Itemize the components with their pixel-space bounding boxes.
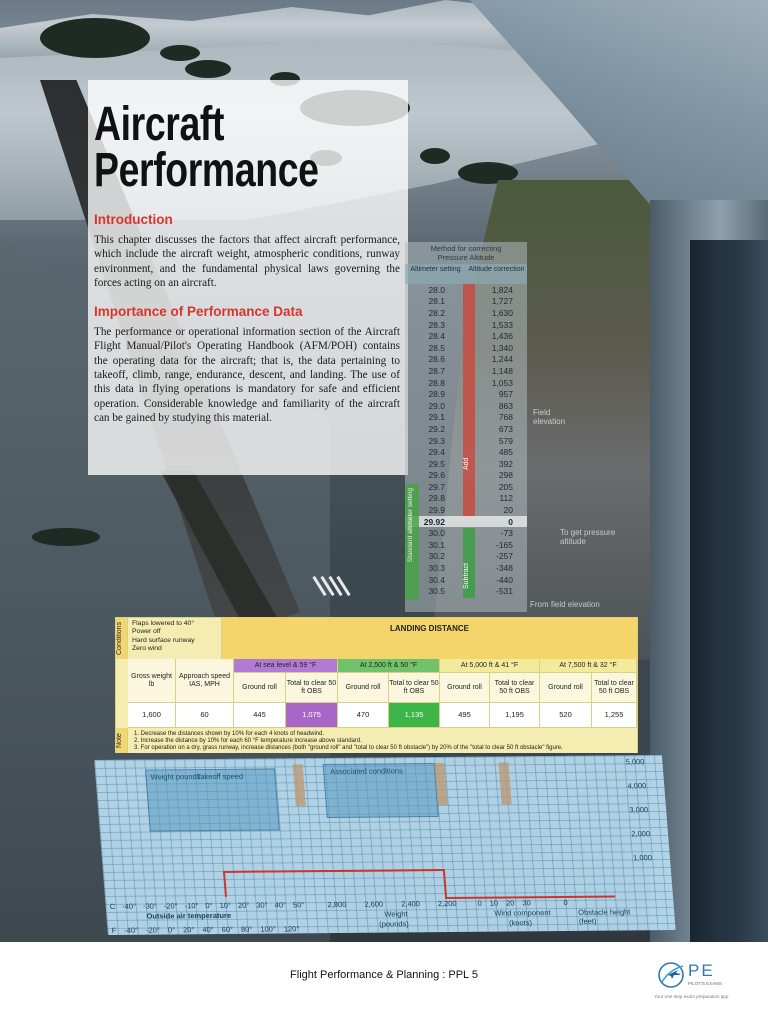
wind-unit: (knots) <box>508 918 533 928</box>
axis-tick-label: 40° <box>274 900 287 910</box>
altimeter-col-correction: Altitude correction <box>468 266 525 273</box>
altitude-correction-cell: 0 <box>508 516 513 527</box>
altimeter-setting-cell: 29.7 <box>428 481 445 492</box>
altimeter-setting-cell: 28.8 <box>428 377 445 388</box>
axis-tick-label: -40° <box>123 925 139 935</box>
reference-line-bar <box>434 763 447 805</box>
altitude-correction-cell: 768 <box>498 412 513 423</box>
axis-tick-label: 100° <box>260 924 277 934</box>
altimeter-setting-cell: 30.3 <box>428 563 445 574</box>
axis-tick-label: 60° <box>221 924 234 935</box>
notes-side-label: Note <box>116 733 123 748</box>
altitude-sea-level: At sea level & 59 °F <box>234 659 338 673</box>
altitude-correction-cell: 579 <box>498 435 513 446</box>
altitude-correction-cell: -440 <box>495 574 513 585</box>
altitude-correction-cell: 298 <box>498 470 513 481</box>
fuselage-window <box>690 240 768 942</box>
altitude-correction-cell: 485 <box>498 447 513 458</box>
approach-speed-header: Approach speed IAS, MPH <box>176 659 234 703</box>
importance-body: The performance or operational information section of the Aircraft Flight Manual/Pilot's Operating Handbook (AFM/POH) contains the operating data for the aircraft; that is, the data pertaining to takeoff, climb, range, endurance, descent, and landing. The use of this data in flying operations is mandatory for safe and efficient operation. Considerable knowledge and familiarity of the aircraft can be gained by studying this material. <box>94 326 400 424</box>
altimeter-rows <box>405 284 527 597</box>
axis-tick-label: 2,200 <box>437 898 458 909</box>
pilots-exams-logo <box>652 958 756 1004</box>
standard-setting-label: Standard altimeter setting <box>407 488 414 563</box>
altitude-correction-cell: 112 <box>499 493 513 504</box>
axis-tick-label: 20° <box>182 925 195 935</box>
landing-value: 1,195 <box>490 703 540 728</box>
axis-tick-label: 20 <box>505 898 515 908</box>
example-path <box>223 871 227 897</box>
altitude-correction-cell: 1,053 <box>491 377 513 388</box>
altimeter-setting-cell: 28.2 <box>428 307 445 318</box>
fahrenheit-ticks <box>111 924 307 935</box>
total-clear-header: Total to clear 50 ft OBS <box>286 673 338 703</box>
subheader-row <box>234 673 637 703</box>
altimeter-setting-cell: 28.0 <box>428 284 445 295</box>
altimeter-setting-cell: 29.2 <box>428 423 445 434</box>
altimeter-setting-cell: 29.8 <box>428 493 445 504</box>
ground-roll-header: Ground roll <box>540 673 592 703</box>
altimeter-setting-cell: 28.1 <box>428 296 445 307</box>
total-clear-header: Total to clear 50 ft OBS <box>592 673 637 703</box>
landing-note: 1. Decrease the distances shown by 10% for each 4 knots of headwind. <box>134 731 325 737</box>
altimeter-correction-table <box>405 242 527 612</box>
standard-setting-marker <box>405 484 419 600</box>
altitude-correction-cell: 957 <box>498 389 513 400</box>
axis-tick-label: C <box>109 901 116 911</box>
weight-label: Weight <box>384 909 408 919</box>
landing-notes <box>128 728 637 753</box>
axis-tick-label: F <box>111 925 117 935</box>
axis-tick-label: 50° <box>292 900 305 910</box>
importance-heading: Importance of Performance Data <box>94 304 303 320</box>
altitude-correction-cell: 1,244 <box>491 354 513 365</box>
altimeter-table-caption <box>405 242 527 264</box>
axis-tick-label: 0° <box>205 901 214 911</box>
altimeter-col-setting: Altimeter setting <box>410 266 461 273</box>
axis-tick-label: 40° <box>202 925 215 935</box>
altimeter-setting-cell: 28.4 <box>428 331 445 342</box>
field-elevation-note: Field elevation <box>533 408 566 426</box>
altitude-correction-cell: 1,824 <box>491 284 513 295</box>
axis-tick-label: 30° <box>255 900 269 910</box>
altimeter-setting-cell: 29.92 <box>423 516 445 527</box>
landing-value: 445 <box>234 703 286 728</box>
landing-distance-table <box>115 617 638 753</box>
axis-tick-label: 80° <box>240 924 253 934</box>
altitude-7500: At 7,500 ft & 32 °F <box>540 659 637 673</box>
island <box>40 18 150 58</box>
landing-distance-title: LANDING DISTANCE <box>222 618 637 659</box>
altimeter-setting-cell: 30.0 <box>428 528 445 539</box>
total-clear-header: Total to clear 50 ft OBS <box>389 673 440 703</box>
gross-weight-header: Gross weight lb <box>128 659 176 703</box>
oat-label: Outside air temperature <box>146 910 232 921</box>
altitude-correction-cell: 1,436 <box>491 331 513 342</box>
altimeter-setting-cell: 30.4 <box>428 574 445 585</box>
reference-line-bar <box>498 762 511 804</box>
landing-value: 520 <box>540 703 592 728</box>
weight-ticks <box>327 899 475 909</box>
takeoff-speed-title: Takeoff speed <box>196 771 244 782</box>
gross-weight-value: 1,600 <box>128 703 176 728</box>
altimeter-setting-cell: 30.2 <box>428 551 445 562</box>
rock <box>32 528 100 546</box>
logo-brand: PILOT'S EXAMS <box>688 981 722 986</box>
axis-tick-label: 2,800 <box>327 899 347 910</box>
axis-tick-label: -10° <box>184 901 199 911</box>
altimeter-caption-line1: Method for correcting <box>430 244 502 253</box>
condition-item: Zero wind <box>132 644 162 652</box>
page-footer: Flight Performance & Planning : PPL 5 <box>290 969 478 981</box>
ground-roll-header: Ground roll <box>234 673 286 703</box>
obstacle-tick: 0 <box>563 897 568 908</box>
axis-tick-label: 2,600 <box>364 899 384 909</box>
axis-tick-label: 120° <box>283 924 300 934</box>
altitude-correction-cell: 1,533 <box>491 319 513 330</box>
condition-item: Flaps lowered to 40° <box>132 620 195 627</box>
landing-value: 470 <box>338 703 389 728</box>
notes-side-tab <box>116 728 128 753</box>
associated-conditions-box <box>323 763 439 818</box>
altimeter-setting-cell: 28.9 <box>428 389 445 400</box>
altimeter-setting-cell: 30.5 <box>428 586 445 597</box>
landing-value: 1,135 <box>389 703 440 728</box>
axis-tick-label: -20° <box>145 925 161 935</box>
altitude-correction-cell: -165 <box>495 539 513 550</box>
axis-tick-label: -30° <box>142 901 158 911</box>
axis-tick-label: 5,000 <box>625 757 645 767</box>
condition-item: Hard surface runway <box>132 636 195 644</box>
landing-values-row <box>128 703 637 728</box>
island <box>185 60 231 78</box>
axis-tick-label: 0 <box>477 898 483 908</box>
axis-tick-label: -40° <box>121 901 137 911</box>
intro-panel <box>88 80 408 475</box>
axis-tick-label: 10 <box>489 898 499 908</box>
approach-speed-value: 60 <box>176 703 234 728</box>
altitude-correction-cell: 20 <box>503 505 513 516</box>
axis-tick-label: 4,000 <box>627 781 647 791</box>
altitude-correction-cell: 863 <box>498 400 513 411</box>
altitude-correction-cell: 1,630 <box>491 307 513 318</box>
altitude-2500: At 2,500 ft & 50 °F <box>338 659 440 673</box>
weight-box-title: Weight pounds <box>150 772 201 782</box>
reference-line-bar <box>293 764 306 806</box>
altimeter-setting-cell: 29.4 <box>428 447 445 458</box>
altimeter-setting-cell: 29.6 <box>428 470 445 481</box>
logo-letters: PE <box>688 961 715 980</box>
plane-globe-icon <box>656 960 686 990</box>
altimeter-setting-cell: 29.0 <box>428 400 445 411</box>
from-field-note: From field elevation <box>530 600 600 609</box>
pressure-altitude-note: To get pressure altitude <box>560 528 616 546</box>
oat-ticks <box>109 900 311 911</box>
island <box>420 148 450 164</box>
altitude-correction-cell: 1,727 <box>491 296 513 307</box>
landing-value: 1,075 <box>286 703 338 728</box>
altitude-correction-cell: -348 <box>495 563 513 574</box>
altitude-correction-cell: 673 <box>498 423 513 434</box>
landing-conditions <box>128 618 222 659</box>
altitude-correction-cell: 1,148 <box>491 365 513 376</box>
ground-roll-header: Ground roll <box>338 673 389 703</box>
wind-label: Wind component <box>493 908 551 918</box>
altimeter-setting-cell: 29.1 <box>428 412 445 423</box>
chapter-title-line2: Performance <box>94 144 319 197</box>
axis-tick-label: 2,400 <box>400 899 421 909</box>
weight-unit: (pounds) <box>378 919 410 929</box>
altimeter-setting-cell: 29.5 <box>428 458 445 469</box>
axis-tick-label: 20° <box>237 900 250 910</box>
altitude-5000: At 5,000 ft & 41 °F <box>440 659 540 673</box>
altimeter-row <box>405 516 527 528</box>
axis-tick-label: 2,000 <box>630 829 651 839</box>
axis-tick-label: 10° <box>219 900 232 911</box>
altimeter-caption-line2: Pressure Altitude <box>437 253 495 262</box>
altimeter-table-header <box>405 264 527 284</box>
altitude-correction-cell: -257 <box>495 551 513 562</box>
example-path <box>223 869 443 873</box>
weight-speed-box <box>145 768 280 831</box>
subtract-label: Subtract <box>463 562 470 590</box>
example-path <box>443 869 447 899</box>
axis-tick-label: 3,000 <box>629 805 649 815</box>
wind-ticks <box>477 898 539 908</box>
conditions-title: Associated conditions <box>329 766 403 776</box>
altimeter-setting-cell: 28.7 <box>428 365 445 376</box>
takeoff-performance-chart <box>94 755 675 935</box>
axis-tick-label: -20° <box>163 901 179 911</box>
chapter-title-line1: Aircraft <box>94 98 225 151</box>
altitude-correction-cell: 392 <box>498 458 513 469</box>
altitude-correction-cell: 1,340 <box>491 342 513 353</box>
right-axis-ticks <box>594 757 653 877</box>
landing-note: 3. For operation on a dry, grass runway, increase distances (both "ground roll" and "total to clear 50 ft obstacle") by 20% of the "total to clear 50 ft obstacle" figure. <box>134 744 563 751</box>
altimeter-setting-cell: 30.1 <box>428 539 445 550</box>
obstacle-label: Obstacle height (feet) <box>577 907 631 926</box>
altimeter-setting-cell: 28.3 <box>428 319 445 330</box>
introduction-body: This chapter discusses the factors that affect aircraft performance, which include the aircraft weight, atmospheric conditions, runway environment, and the fundamental physical laws governing the forces acting on an aircraft. <box>94 234 400 289</box>
condition-item: Power off <box>132 628 161 636</box>
altitude-correction-cell: -531 <box>495 586 513 597</box>
add-label: Add <box>463 457 470 471</box>
introduction-heading: Introduction <box>94 212 173 227</box>
axis-tick-label: 30 <box>521 898 532 908</box>
landing-value: 1,255 <box>592 703 637 728</box>
altimeter-setting-cell: 29.9 <box>428 505 445 516</box>
ground-roll-header: Ground roll <box>440 673 490 703</box>
landing-note: 2. Increase the distance by 10% for each 60 °F temperature increase above standard. <box>134 737 362 744</box>
total-clear-header: Total to clear 50 ft OBS <box>490 673 540 703</box>
logo-tagline: Your one-stop exam preparation app <box>654 994 729 999</box>
altimeter-setting-cell: 28.5 <box>428 342 445 353</box>
altimeter-setting-cell: 29.3 <box>428 435 445 446</box>
altitude-correction-cell: -73 <box>500 528 513 539</box>
conditions-side-tab <box>116 618 128 659</box>
island <box>160 45 200 61</box>
chapter-title <box>94 98 422 197</box>
altimeter-setting-cell: 28.6 <box>428 354 445 365</box>
altitude-correction-cell: 205 <box>498 481 513 492</box>
conditions-side-label: Conditions <box>116 621 123 656</box>
axis-tick-label: 1,000 <box>632 853 653 863</box>
landing-value: 495 <box>440 703 490 728</box>
axis-tick-label: 0° <box>167 925 176 935</box>
